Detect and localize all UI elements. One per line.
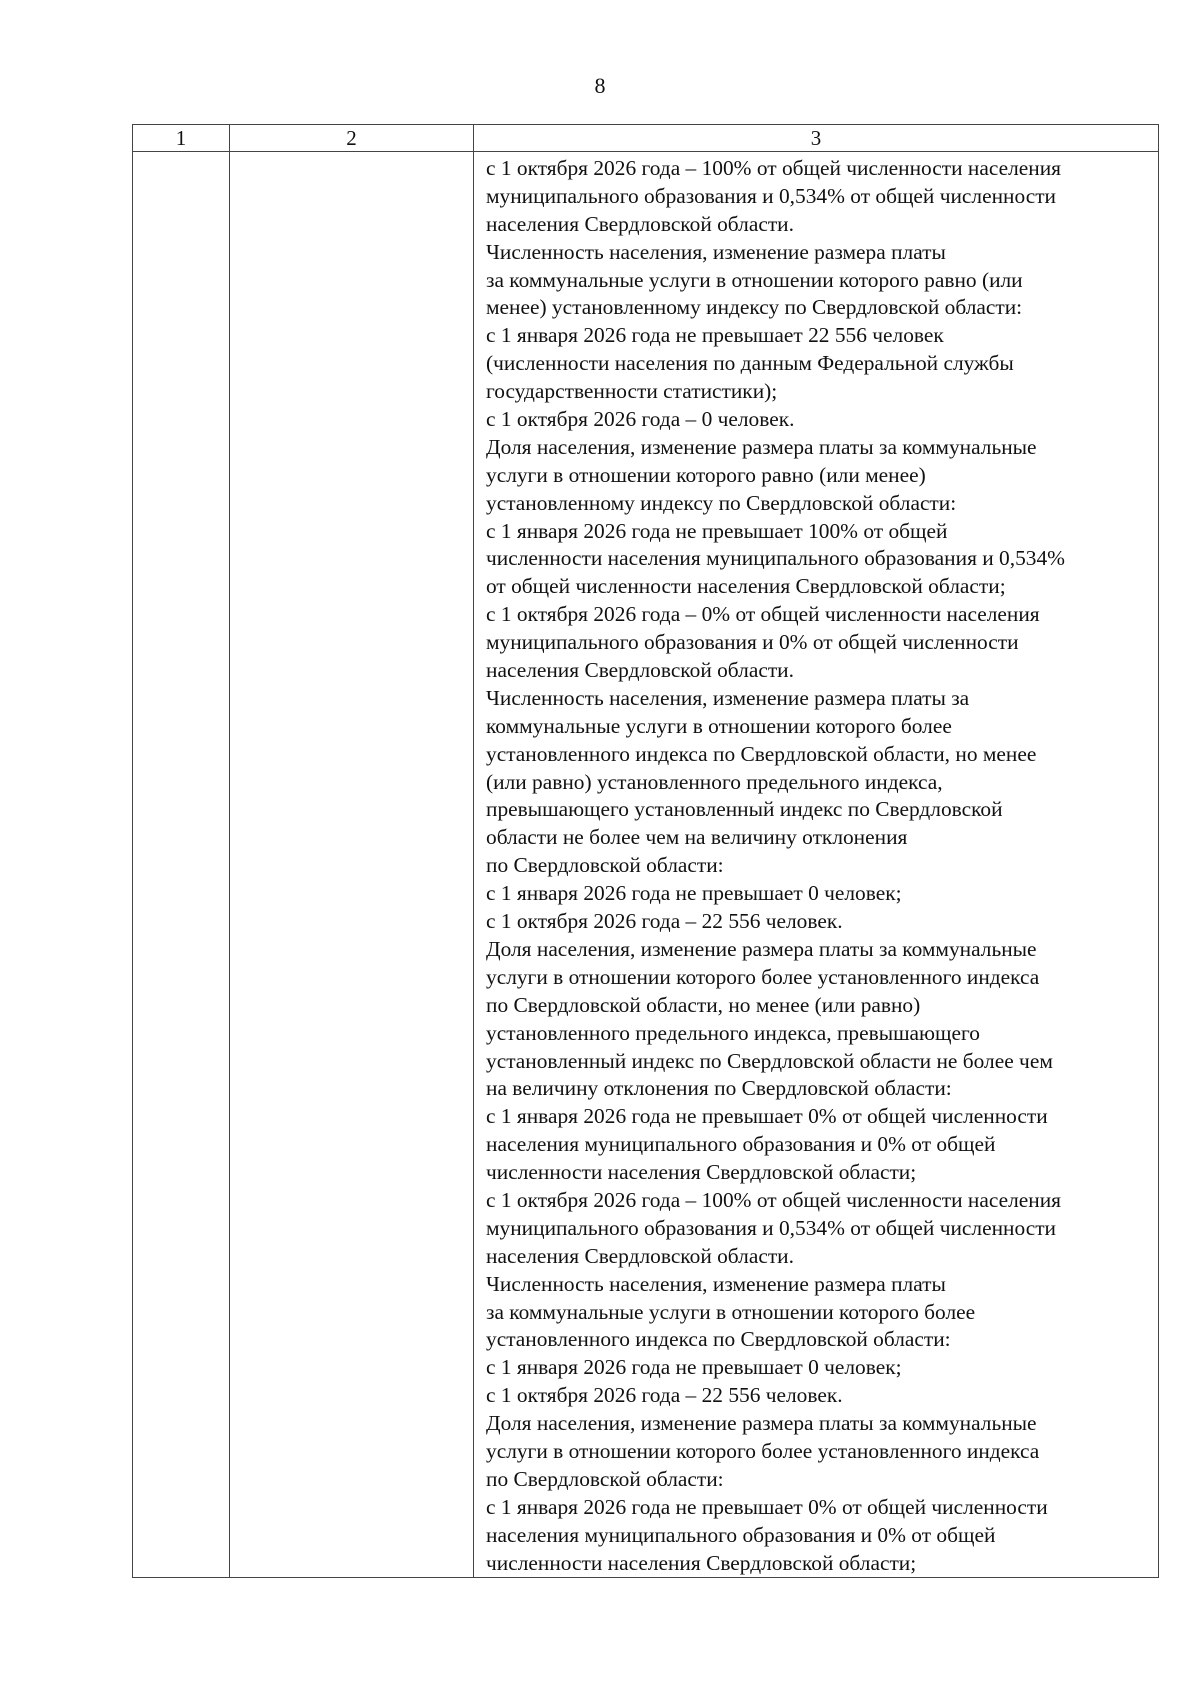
table-header-row xyxy=(133,125,1159,152)
text-line: с 1 октября 2026 года – 100% от общей численности населения xyxy=(486,156,1061,180)
text-line: государственности статистики); xyxy=(486,379,778,404)
text-line: Доля населения, изменение размера платы за коммунальные xyxy=(486,1411,1037,1436)
text-line: с 1 октября 2026 года – 22 556 человек. xyxy=(486,1383,843,1408)
text-line: (или равно) установленного предельного индекса, xyxy=(486,769,943,794)
text-line: Численность населения, изменение размера платы xyxy=(486,239,946,264)
text-line: услуги в отношении которого равно (или менее) xyxy=(486,462,926,487)
text-line: за коммунальные услуги в отношении которого равно (или xyxy=(486,267,1023,292)
text-line: установленному индексу по Свердловской области: xyxy=(486,490,957,515)
text-line: Численность населения, изменение размера платы за xyxy=(486,685,970,710)
text-line: численности населения Свердловской области; xyxy=(486,1550,917,1575)
text-line: муниципального образования и 0,534% от общей численности xyxy=(486,1215,1057,1240)
text-line: с 1 января 2026 года не превышает 100% от общей xyxy=(486,518,948,543)
table-row xyxy=(133,152,1159,1578)
text-line: с 1 октября 2026 года – 0 человек. xyxy=(486,407,795,432)
cell-text-block xyxy=(486,155,1158,1577)
text-line: населения Свердловской области. xyxy=(486,1243,794,1268)
text-line: Доля населения, изменение размера платы за коммунальные xyxy=(486,434,1037,459)
text-line: по Свердловской области, но менее (или равно) xyxy=(486,992,921,1017)
column-header-2: 2 xyxy=(230,125,474,152)
text-line: менее) установленному индексу по Свердловской области: xyxy=(486,295,1023,320)
text-line: Доля населения, изменение размера платы за коммунальные xyxy=(486,936,1037,961)
text-line: муниципального образования и 0% от общей численности xyxy=(486,630,1019,655)
page-number: 8 xyxy=(594,73,606,98)
text-line: населения Свердловской области. xyxy=(486,211,794,236)
column-header-3: 3 xyxy=(474,125,1159,152)
text-line: с 1 октября 2026 года – 22 556 человек. xyxy=(486,909,843,934)
text-line: области не более чем на величину отклонения xyxy=(486,825,908,850)
text-line: с 1 октября 2026 года – 100% от общей численности населения xyxy=(486,1187,1061,1212)
text-line: численности населения муниципального образования и 0,534% xyxy=(486,546,1065,571)
text-line: с 1 января 2026 года не превышает 22 556 человек xyxy=(486,323,944,348)
text-line: (численности населения по данным Федеральной службы xyxy=(486,351,1014,376)
text-line: услуги в отношении которого более установленного индекса xyxy=(486,1438,1040,1463)
text-line: установленного индекса по Свердловской области, но менее xyxy=(486,741,1037,766)
document-table xyxy=(132,124,1159,1578)
text-line: с 1 января 2026 года не превышает 0 человек; xyxy=(486,1355,902,1380)
cell-column-3 xyxy=(474,152,1159,1578)
text-line: численности населения Свердловской области; xyxy=(486,1160,917,1185)
text-line: населения муниципального образования и 0% от общей xyxy=(486,1132,996,1157)
text-line: превышающего установленный индекс по Свердловской xyxy=(486,797,1003,822)
text-line: установленный индекс по Свердловской области не более чем xyxy=(486,1048,1053,1073)
column-header-1: 1 xyxy=(133,125,230,152)
text-line: услуги в отношении которого более установленного индекса xyxy=(486,964,1040,989)
text-line: с 1 января 2026 года не превышает 0 человек; xyxy=(486,881,902,906)
text-line: по Свердловской области: xyxy=(486,1466,724,1491)
cell-column-1 xyxy=(133,152,230,1578)
text-line: с 1 января 2026 года не превышает 0% от общей численности xyxy=(486,1104,1048,1129)
text-line: установленного предельного индекса, превышающего xyxy=(486,1020,980,1045)
text-line: населения Свердловской области. xyxy=(486,658,794,683)
text-line: Численность населения, изменение размера платы xyxy=(486,1271,946,1296)
cell-column-2 xyxy=(230,152,474,1578)
text-line: коммунальные услуги в отношении которого более xyxy=(486,713,952,738)
text-line: установленного индекса по Свердловской области: xyxy=(486,1327,951,1352)
text-line: с 1 января 2026 года не превышает 0% от общей численности xyxy=(486,1494,1048,1519)
text-line: за коммунальные услуги в отношении которого более xyxy=(486,1299,976,1324)
text-line: по Свердловской области: xyxy=(486,853,724,878)
text-line: муниципального образования и 0,534% от общей численности xyxy=(486,183,1057,208)
text-line: от общей численности населения Свердловской области; xyxy=(486,574,1006,599)
text-line: населения муниципального образования и 0% от общей xyxy=(486,1522,996,1547)
text-line: на величину отклонения по Свердловской области: xyxy=(486,1076,952,1101)
text-line: с 1 октября 2026 года – 0% от общей численности населения xyxy=(486,602,1040,627)
